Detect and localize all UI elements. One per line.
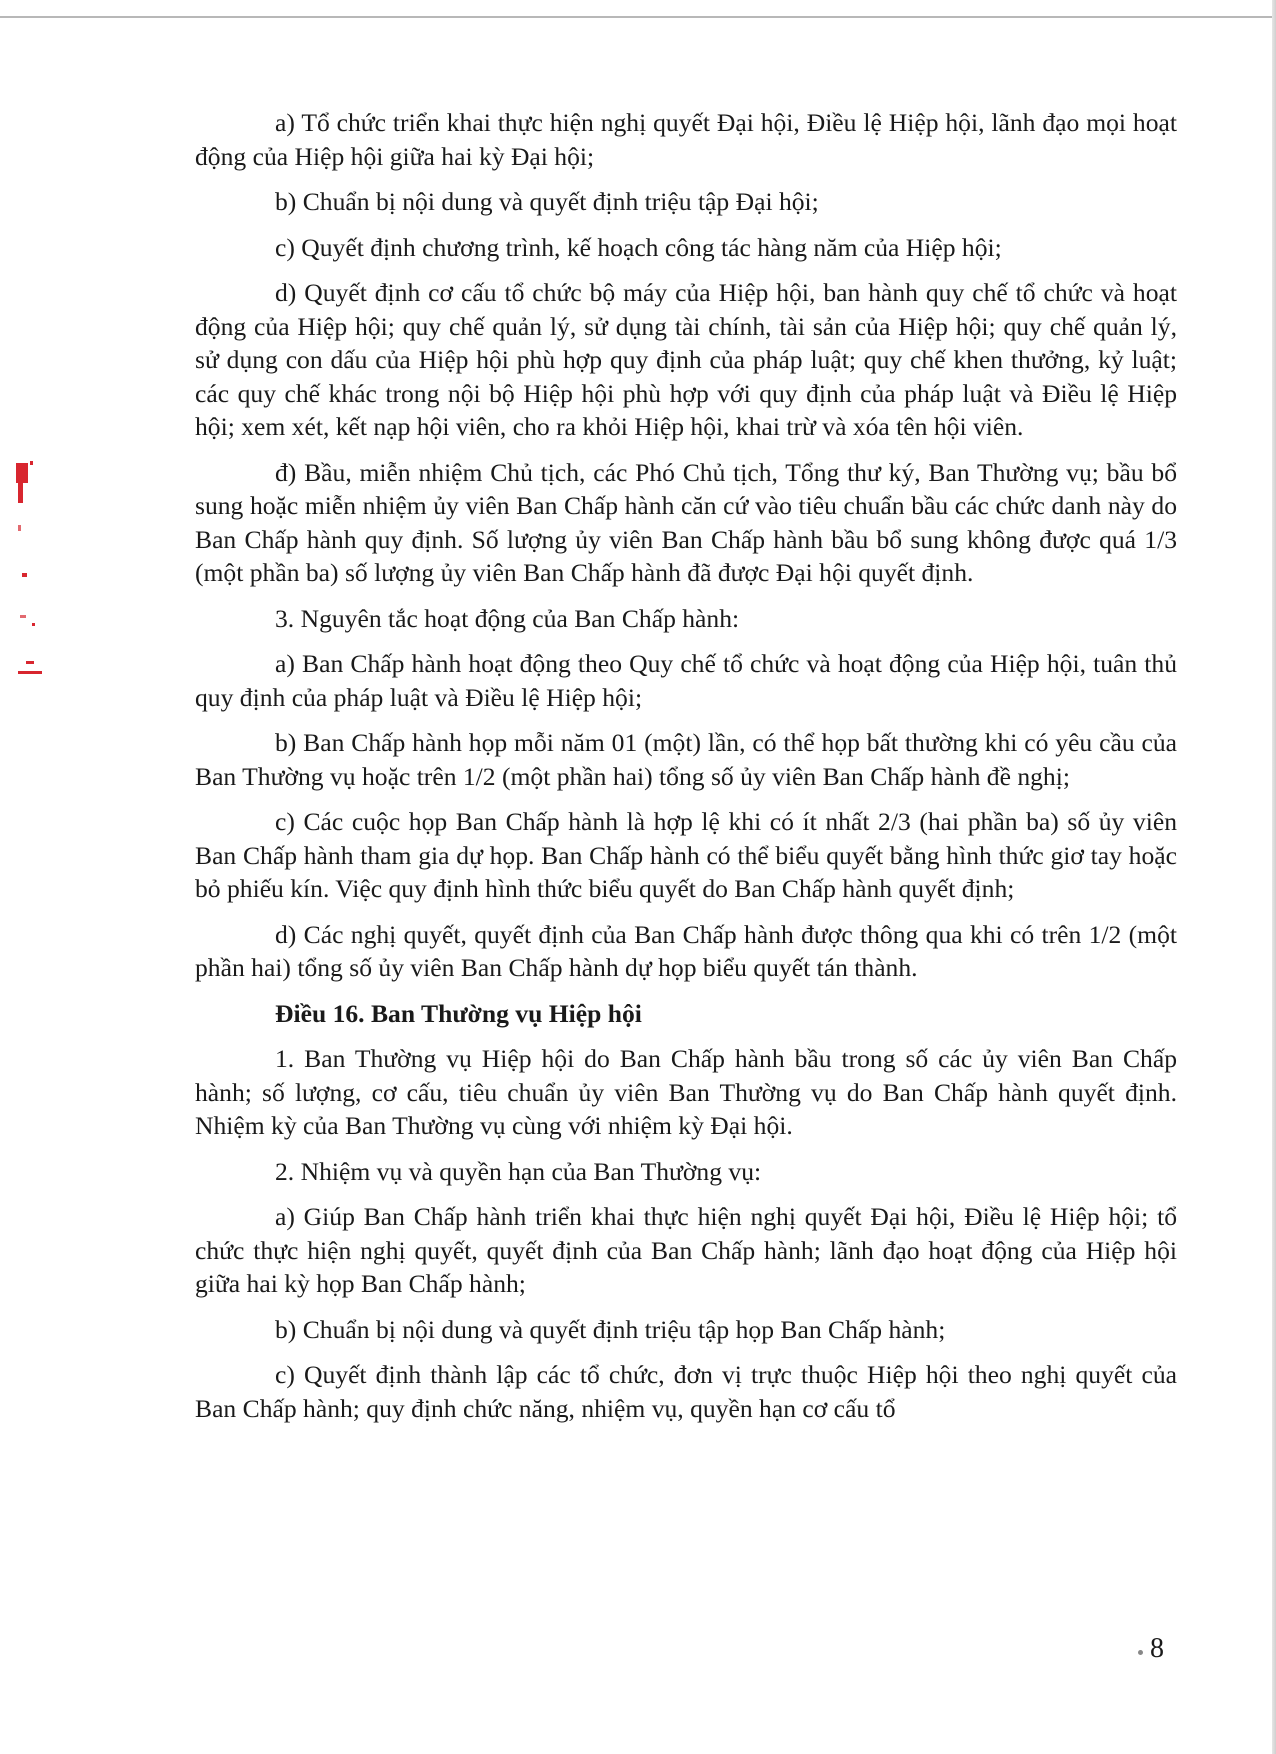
document-body (195, 106, 1177, 1437)
page-number: 8 (1150, 1633, 1164, 1664)
scan-edge-top (0, 16, 1276, 18)
paragraph: b) Chuẩn bị nội dung và quyết định triệu tập Đại hội; (275, 187, 819, 216)
paragraph: b) Ban Chấp hành họp mỗi năm 01 (một) lần, có thể họp bất thường khi có yêu cầu của Ban Thường vụ hoặc trên 1/2 (một phần hai) tổng số ủy viên Ban Chấp hành đề nghị; (195, 728, 1177, 791)
scan-speck (1138, 1650, 1143, 1655)
paragraph: d) Quyết định cơ cấu tổ chức bộ máy của Hiệp hội, ban hành quy chế tổ chức và hoạt động của Hiệp hội; quy chế quản lý, sử dụng tài chính, tài sản của Hiệp hội; quy chế quản lý, sử dụng con dấu của Hiệp hội phù hợp quy định của pháp luật; quy chế khen thưởng, kỷ luật; các quy chế khác trong nội bộ Hiệp hội phù hợp với quy định của pháp luật và Điều lệ Hiệp hội; xem xét, kết nạp hội viên, cho ra khỏi Hiệp hội, khai trừ và xóa tên hội viên. (195, 278, 1177, 441)
binding-marks (16, 455, 48, 685)
paragraph: 3. Nguyên tắc hoạt động của Ban Chấp hành: (275, 603, 740, 633)
paragraph: b) Chuẩn bị nội dung và quyết định triệu tập họp Ban Chấp hành; (275, 1314, 946, 1344)
article-heading: Điều 16. Ban Thường vụ Hiệp hội (275, 998, 642, 1028)
paragraph: c) Các cuộc họp Ban Chấp hành là hợp lệ khi có ít nhất 2/3 (hai phần ba) số ủy viên Ban Chấp hành tham gia dự họp. Ban Chấp hành có thể biểu quyết bằng hình thức giơ tay hoặc bỏ phiếu kín. Việc quy định hình thức biểu quyết do Ban Chấp hành quyết định; (195, 807, 1177, 903)
paragraph: d) Các nghị quyết, quyết định của Ban Chấp hành được thông qua khi có trên 1/2 (một phần hai) tổng số ủy viên Ban Chấp hành dự họp biểu quyết tán thành. (195, 919, 1177, 982)
paragraph: c) Quyết định thành lập các tổ chức, đơn vị trực thuộc Hiệp hội theo nghị quyết của Ban Chấp hành; quy định chức năng, nhiệm vụ, quyền hạn cơ cấu tổ (195, 1360, 1177, 1423)
paragraph: 1. Ban Thường vụ Hiệp hội do Ban Chấp hành bầu trong số các ủy viên Ban Chấp hành; số lượng, cơ cấu, tiêu chuẩn ủy viên Ban Thường vụ do Ban Chấp hành quyết định. Nhiệm kỳ của Ban Thường vụ cùng với nhiệm kỳ Đại hội. (195, 1044, 1177, 1140)
paragraph: đ) Bầu, miễn nhiệm Chủ tịch, các Phó Chủ tịch, Tổng thư ký, Ban Thường vụ; bầu bổ sung hoặc miễn nhiệm ủy viên Ban Chấp hành căn cứ vào tiêu chuẩn bầu các chức danh này do Ban Chấp hành quy định. Số lượng ủy viên Ban Chấp hành bầu bổ sung không được quá 1/3 (một phần ba) số lượng ủy viên Ban Chấp hành đã được Đại hội quyết định. (195, 457, 1177, 587)
paragraph: a) Giúp Ban Chấp hành triển khai thực hiện nghị quyết Đại hội, Điều lệ Hiệp hội; tổ chức thực hiện nghị quyết, quyết định của Ban Chấp hành; lãnh đạo hoạt động của Hiệp hội giữa hai kỳ họp Ban Chấp hành; (195, 1202, 1177, 1298)
scan-edge-right (1272, 0, 1276, 1754)
paragraph: a) Tổ chức triển khai thực hiện nghị quyết Đại hội, Điều lệ Hiệp hội, lãnh đạo mọi hoạt động của Hiệp hội giữa hai kỳ Đại hội; (195, 108, 1177, 171)
paragraph: a) Ban Chấp hành hoạt động theo Quy chế tổ chức và hoạt động của Hiệp hội, tuân thủ quy định của pháp luật và Điều lệ Hiệp hội; (195, 649, 1177, 712)
paragraph: c) Quyết định chương trình, kế hoạch công tác hàng năm của Hiệp hội; (275, 232, 1002, 262)
paragraph: 2. Nhiệm vụ và quyền hạn của Ban Thường vụ: (275, 1156, 762, 1186)
